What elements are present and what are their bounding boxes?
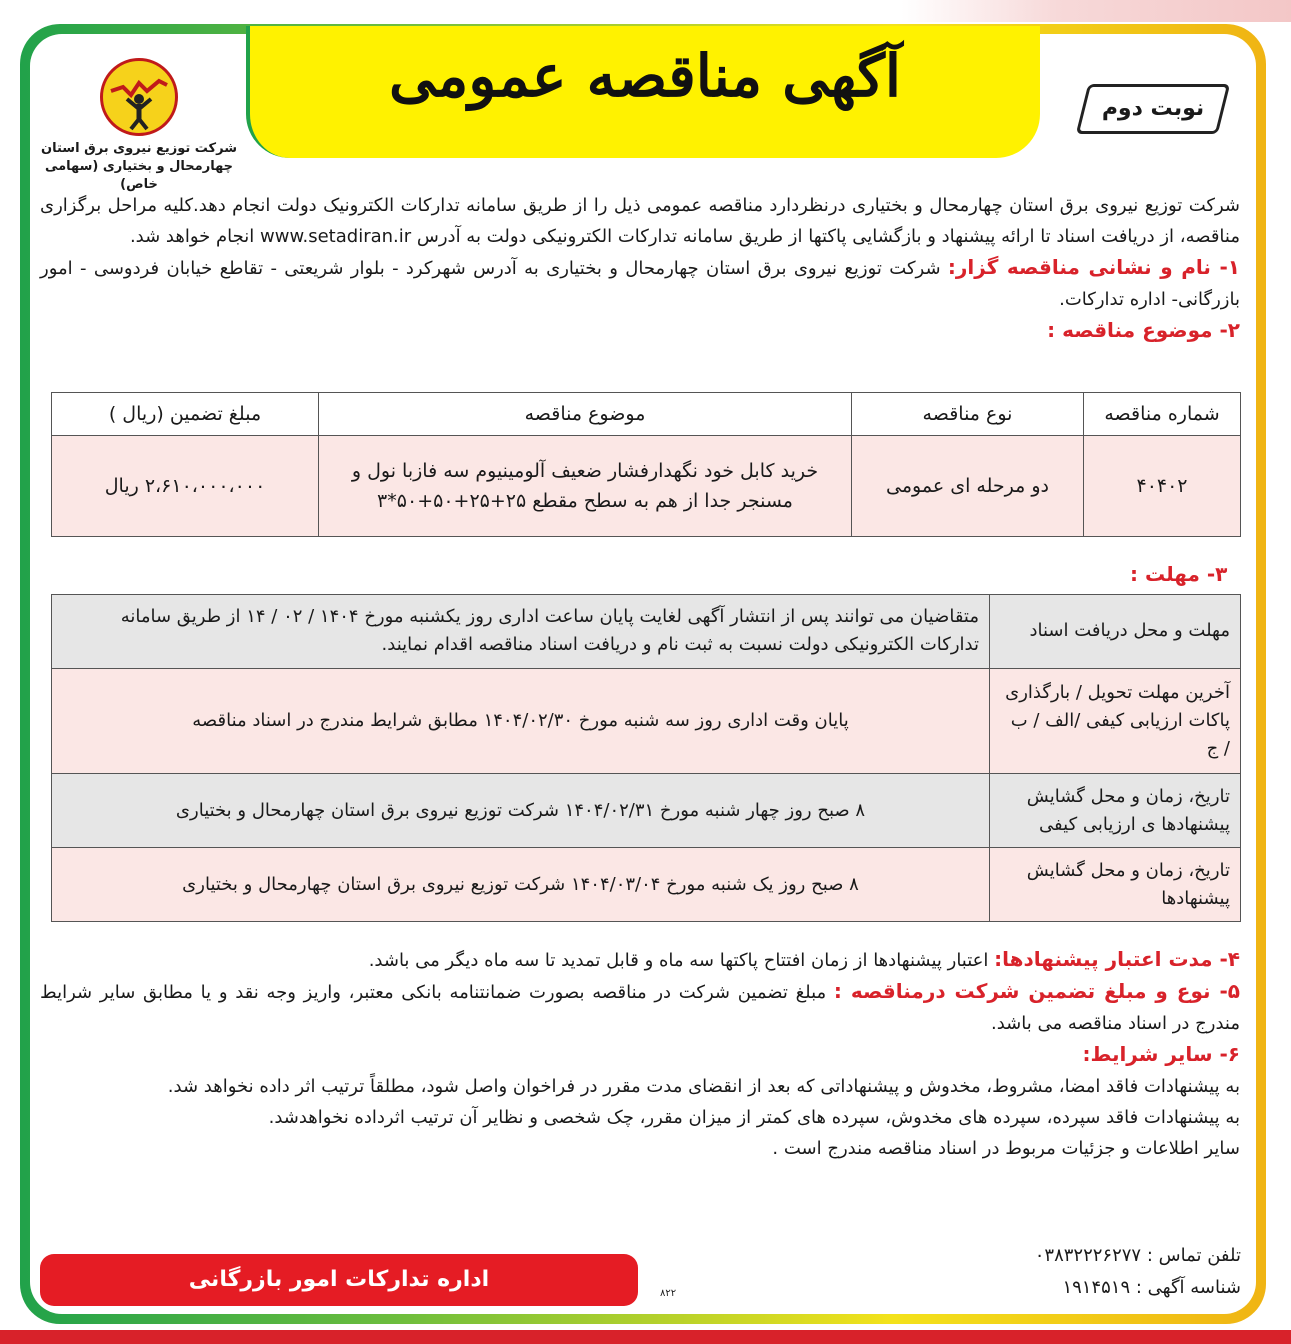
section3-heading: ۳- مهلت :: [1130, 562, 1228, 586]
company-logo-block: [34, 58, 244, 194]
cell-tender-type: دو مرحله ای عمومی: [852, 436, 1084, 537]
bottom-strip: [0, 1330, 1291, 1344]
table-row: [52, 848, 1241, 922]
deadline-value: متقاضیان می توانند پس از انتشار آگهی لغایت پایان ساعت اداری روز یکشنبه مورخ ۱۴۰۴ / ۰۲ / ۱۴ از طریق سامانه تدارکات الکترونیکی دولت نسبت به ثبت نام و دریافت اسناد مناقصه اقدام نمایند.: [52, 595, 990, 669]
deadline-key: آخرین مهلت تحویل / بارگذاری پاکات ارزیابی کیفی /الف / ب / ج: [990, 668, 1241, 774]
section5-heading: ۵- نوع و مبلغ تضمین شرکت درمناقصه :: [833, 979, 1240, 1003]
section5-text: مبلغ تضمین شرکت در مناقصه بصورت ضمانتنامه بانکی معتبر، واریز وجه نقد و یا مطابق سایر شرایط مندرج در اسناد مناقصه می باشد.: [40, 982, 1240, 1034]
cell-tender-number: ۴۰۴۰۲: [1084, 436, 1241, 537]
condition-item: به پیشنهادات فاقد امضا، مشروط، مخدوش و پیشنهاداتی که بعد از انقضای مدت مقرر در فراخوان واصل شود، مطلقاً ترتیب اثر داده نخواهد شد.: [167, 1076, 1240, 1097]
department-banner: اداره تدارکات امور بازرگانی: [40, 1254, 638, 1306]
intro-paragraph: شرکت توزیع نیروی برق استان چهارمحال و بختیاری درنظردارد مناقصه عمومی ذیل را از طریق سامانه تدارکات الکترونیک دولت انجام دهد.کلیه مراحل برگزاری مناقصه، از دریافت اسناد تا ارائه پیشنهاد و بازگشایی پاکتها از طریق سامانه تدارکات الکترونیکی دولت به آدرس www.setadiran.ir انجام خواهد شد.: [40, 195, 1240, 247]
col-tender-type: نوع مناقصه: [852, 393, 1084, 436]
table-row: [52, 595, 1241, 669]
deadline-key: مهلت و محل دریافت اسناد: [990, 595, 1241, 669]
deadline-value: ۸ صبح روز چهار شنبه مورخ ۱۴۰۴/۰۲/۳۱ شرکت توزیع نیروی برق استان چهارمحال و بختیاری: [52, 774, 990, 848]
section4: [40, 944, 1240, 976]
deadline-key: تاریخ، زمان و محل گشایش پیشنهادها ی ارزیابی کیفی: [990, 774, 1241, 848]
top-red-band: [901, 0, 1291, 22]
section1-text: شرکت توزیع نیروی برق استان چهارمحال و بختیاری به آدرس شهرکرد - بلوار شریعتی - تقاطع خیابان فردوسی - امور بازرگانی- اداره تدارکات.: [40, 258, 1240, 310]
section4-heading: ۴- مدت اعتبار پیشنهادها:: [994, 947, 1240, 971]
condition-item: سایر اطلاعات و جزئیات مربوط در اسناد مناقصه مندرج است .: [772, 1138, 1240, 1159]
section6-heading: ۶- سایر شرایط:: [1082, 1042, 1240, 1066]
condition-item: به پیشنهادات فاقد سپرده، سپرده های مخدوش، سپرده های کمتر از میزان مقرر، چک شخصی و نظایر آن ترتیب اثرداده نخواهدشد.: [268, 1107, 1240, 1128]
company-name-line1: شرکت توزیع نیروی برق استان: [41, 141, 237, 156]
round-badge: [1076, 84, 1230, 134]
table-row: [52, 774, 1241, 848]
deadline-table: [51, 594, 1241, 922]
top-strip: [0, 0, 1291, 22]
cell-guarantee-amount: ۲،۶۱۰،۰۰۰،۰۰۰ ریال: [52, 436, 319, 537]
section1: [40, 252, 1240, 315]
title-banner: [246, 26, 1040, 158]
col-tender-number: شماره مناقصه: [1084, 393, 1241, 436]
section2-heading-row: [40, 315, 1240, 347]
section1-heading: ۱- نام و نشانی مناقصه گزار:: [947, 255, 1240, 279]
section5: [40, 976, 1240, 1039]
section2-heading: ۲- موضوع مناقصه :: [1047, 318, 1240, 342]
col-guarantee-amount: مبلغ تضمین (ریال ): [52, 393, 319, 436]
section6-heading-row: [40, 1039, 1240, 1071]
table-row: [52, 436, 1241, 537]
deadline-value: ۸ صبح روز یک شنبه مورخ ۱۴۰۴/۰۳/۰۴ شرکت توزیع نیروی برق استان چهارمحال و بختیاری: [52, 848, 990, 922]
conditions-section: [40, 944, 1240, 1164]
ad-code: ۸۲۲: [660, 1288, 677, 1299]
company-name-line2: چهارمحال و بختیاری (سهامی خاص): [44, 159, 234, 192]
section3-heading-wrap: [1130, 562, 1227, 586]
contact-block: [1035, 1240, 1241, 1304]
table-row: [52, 668, 1241, 774]
tender-subject-table: [51, 392, 1241, 537]
deadline-key: تاریخ، زمان و محل گشایش پیشنهادها: [990, 848, 1241, 922]
ad-identifier: شناسه آگهی : ۱۹۱۴۵۱۹: [1062, 1277, 1241, 1298]
cell-tender-subject: خرید کابل خود نگهدارفشار ضعیف آلومینیوم سه فازبا نول و مسنجر جدا از هم به سطح مقطع ۲۵+۲۵+۵۰+۵۰*۳: [319, 436, 852, 537]
page-title: آگهی مناقصه عمومی: [388, 42, 902, 110]
company-logo-icon: [100, 58, 178, 136]
round-label: نوبت دوم: [1101, 96, 1205, 121]
deadline-value: پایان وقت اداری روز سه شنبه مورخ ۱۴۰۴/۰۲/۳۰ مطابق شرایط مندرج در اسناد مناقصه: [52, 668, 990, 774]
col-tender-subject: موضوع مناقصه: [319, 393, 852, 436]
intro-section: [40, 190, 1240, 347]
company-name: [34, 140, 244, 194]
phone-number: تلفن تماس : ۰۳۸۳۲۲۲۶۲۷۷: [1034, 1245, 1241, 1266]
section4-text: اعتبار پیشنهادها از زمان افتتاح پاکتها سه ماه و قابل تمدید تا سه ماه دیگر می باشد.: [368, 950, 989, 971]
table-header-row: [52, 393, 1241, 436]
